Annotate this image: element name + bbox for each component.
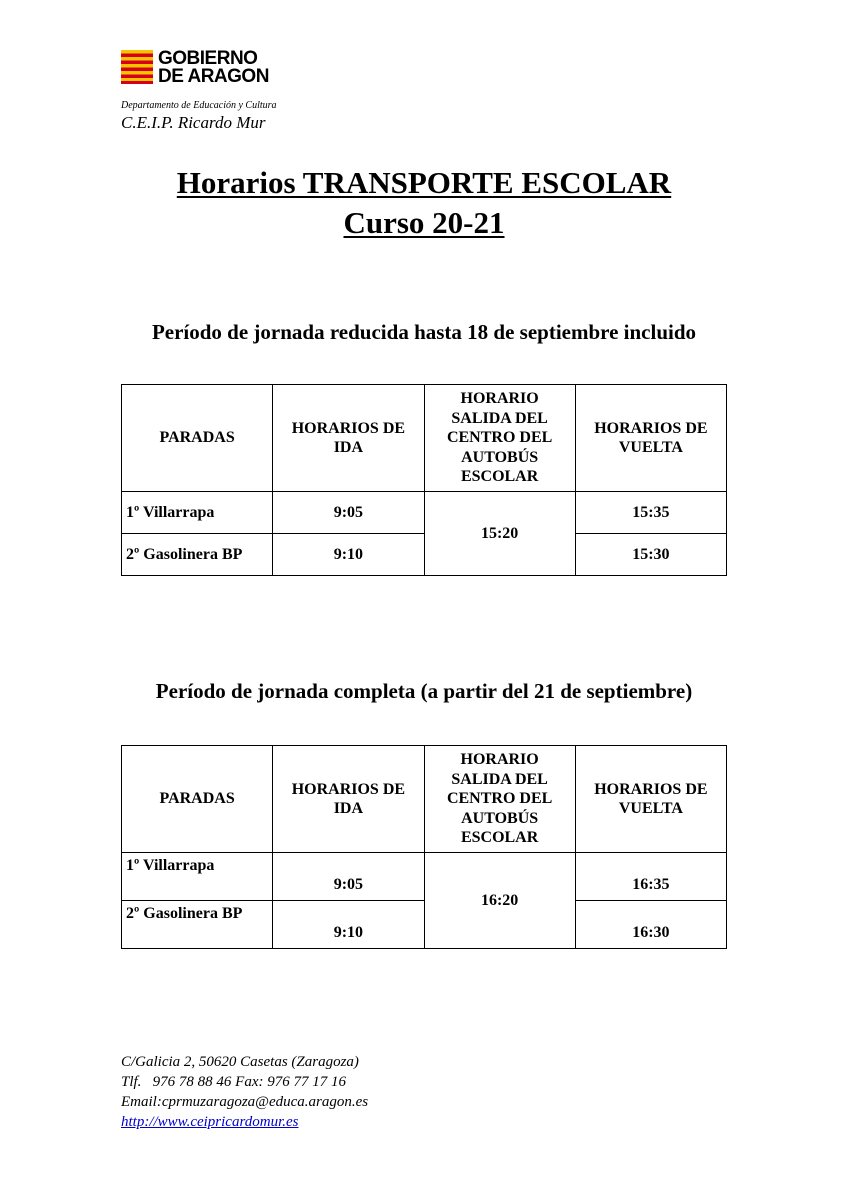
ida-time: 9:05 <box>273 853 424 901</box>
email: Email:cprmuzaragoza@educa.aragon.es <box>121 1094 369 1110</box>
header-ida: HORARIOS DE IDA <box>273 746 424 853</box>
header-paradas: PARADAS <box>122 385 273 492</box>
stop-name: 1º Villarrapa <box>122 853 273 901</box>
logo-text-line1: GOBIERNO <box>158 48 258 69</box>
ida-time: 9:05 <box>273 492 424 534</box>
phone-fax: Tlf. 976 78 88 46 Fax: 976 77 17 16 <box>121 1074 346 1090</box>
contact-footer <box>121 1052 368 1132</box>
stop-name: 1º Villarrapa <box>122 492 273 534</box>
schedule-table-reduced <box>121 384 727 576</box>
gobierno-aragon-logo <box>121 50 286 90</box>
page-title <box>0 165 848 201</box>
salida-time: 16:20 <box>424 853 575 949</box>
section-heading-full: Período de jornada completa (a partir del 21 de septiembre) <box>155 679 693 703</box>
department-name: Departamento de Educación y Cultura <box>121 100 277 111</box>
address: C/Galicia 2, 50620 Casetas (Zaragoza) <box>121 1054 359 1070</box>
vuelta-time: 16:35 <box>575 853 726 901</box>
stop-name: 2º Gasolinera BP <box>122 901 273 949</box>
vuelta-time: 15:35 <box>575 492 726 534</box>
page-subtitle <box>0 205 848 241</box>
header-ida: HORARIOS DE IDA <box>273 385 424 492</box>
ida-time: 9:10 <box>273 534 424 576</box>
table-header-row <box>122 385 727 492</box>
stop-name: 2º Gasolinera BP <box>122 534 273 576</box>
school-name: C.E.I.P. Ricardo Mur <box>121 113 266 132</box>
table-row <box>122 853 727 901</box>
ida-time: 9:10 <box>273 901 424 949</box>
logo-text-line2: DE ARAGON <box>158 66 269 87</box>
vuelta-time: 16:30 <box>575 901 726 949</box>
page-title-line2: Curso 20-21 <box>343 205 505 240</box>
table-row <box>122 492 727 534</box>
header-paradas: PARADAS <box>122 746 273 853</box>
table-header-row <box>122 746 727 853</box>
schedule-table-full <box>121 745 727 949</box>
header-salida: HORARIO SALIDA DEL CENTRO DEL AUTOBÚS ESCOLAR <box>424 385 575 492</box>
aragon-flag-icon <box>121 50 153 84</box>
section-heading-reduced: Período de jornada reducida hasta 18 de septiembre incluido <box>151 320 697 344</box>
header-vuelta: HORARIOS DE VUELTA <box>575 746 726 853</box>
header-salida: HORARIO SALIDA DEL CENTRO DEL AUTOBÚS ESCOLAR <box>424 746 575 853</box>
page-title-line1: Horarios TRANSPORTE ESCOLAR <box>176 165 672 200</box>
website-link[interactable]: http://www.ceipricardomur.es <box>121 1114 299 1130</box>
vuelta-time: 15:30 <box>575 534 726 576</box>
header-vuelta: HORARIOS DE VUELTA <box>575 385 726 492</box>
salida-time: 15:20 <box>424 492 575 576</box>
